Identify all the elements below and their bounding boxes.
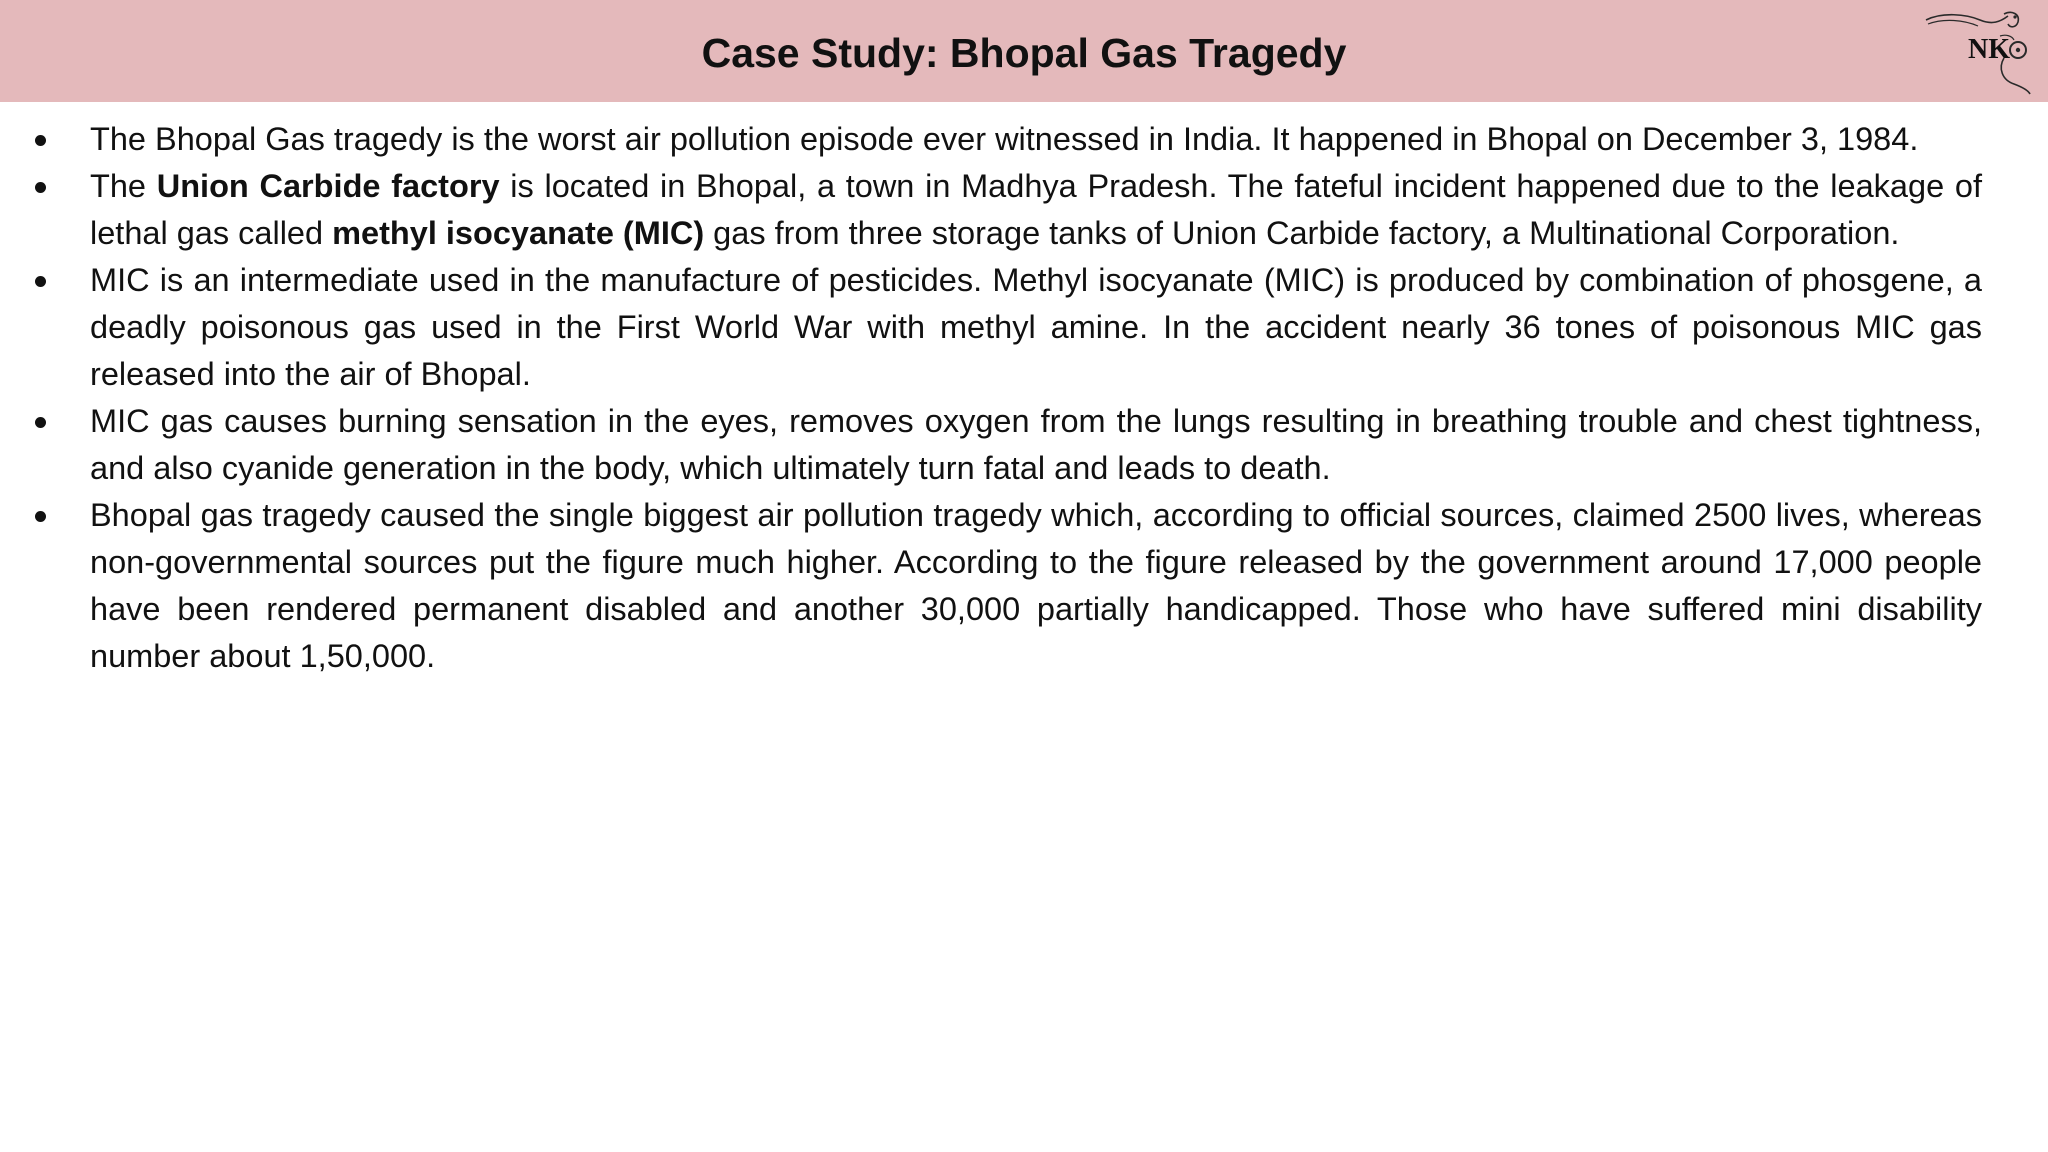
bullet-dot xyxy=(35,417,46,428)
bullet-text: is located in Bhopal, a town in Madhya Pradesh. The fateful incident happened due to the leakage of lethal gas called xyxy=(90,168,1982,251)
bullet-text: The xyxy=(90,168,157,204)
bold-term-union-carbide-factory: Union Carbide factory xyxy=(156,168,500,204)
bullet-item xyxy=(0,257,1982,398)
bold-term-methyl-isocyanate: methyl isocyanate (MIC) xyxy=(332,215,705,251)
bullet-item xyxy=(0,492,1982,680)
bullet-text: MIC gas causes burning sensation in the eyes, removes oxygen from the lungs resulting in breathing trouble and chest tightness, and also cyanide generation in the body, which ultimately turn fatal and leads to death. xyxy=(90,403,1982,486)
slide-title: Case Study: Bhopal Gas Tragedy xyxy=(701,30,1347,76)
bullet-dot xyxy=(35,511,46,522)
bullet-dot xyxy=(35,135,46,146)
bullet-item xyxy=(0,116,1982,163)
nk-logo-icon xyxy=(1920,6,2032,98)
bullet-list xyxy=(0,116,2048,680)
bullet-dot xyxy=(35,182,46,193)
logo-text: NK xyxy=(1968,34,2010,65)
bullet-text: Bhopal gas tragedy caused the single biggest air pollution tragedy which, according to official sources, claimed 2500 lives, whereas non-governmental sources put the figure much higher. According to the figure released by the government around 17,000 people have been rendered permanent disabled and another 30,000 partially handicapped. Those who have suffered mini disability number about 1,50,000. xyxy=(90,497,1982,674)
bullet-item xyxy=(0,163,1982,257)
bullet-item xyxy=(0,398,1982,492)
bullet-text: The Bhopal Gas tragedy is the worst air pollution episode ever witnessed in India. It happened in Bhopal on December 3, 1984. xyxy=(90,121,1919,157)
bullet-text: gas from three storage tanks of Union Carbide factory, a Multinational Corporation. xyxy=(704,215,1900,251)
bullet-dot xyxy=(35,276,46,287)
slide-header xyxy=(0,0,2048,102)
bullet-text: MIC is an intermediate used in the manufacture of pesticides. Methyl isocyanate (MIC) is produced by combination of phosgene, a deadly poisonous gas used in the First World War with methyl amine. In the accident nearly 36 tones of poisonous MIC gas released into the air of Bhopal. xyxy=(90,262,1982,392)
